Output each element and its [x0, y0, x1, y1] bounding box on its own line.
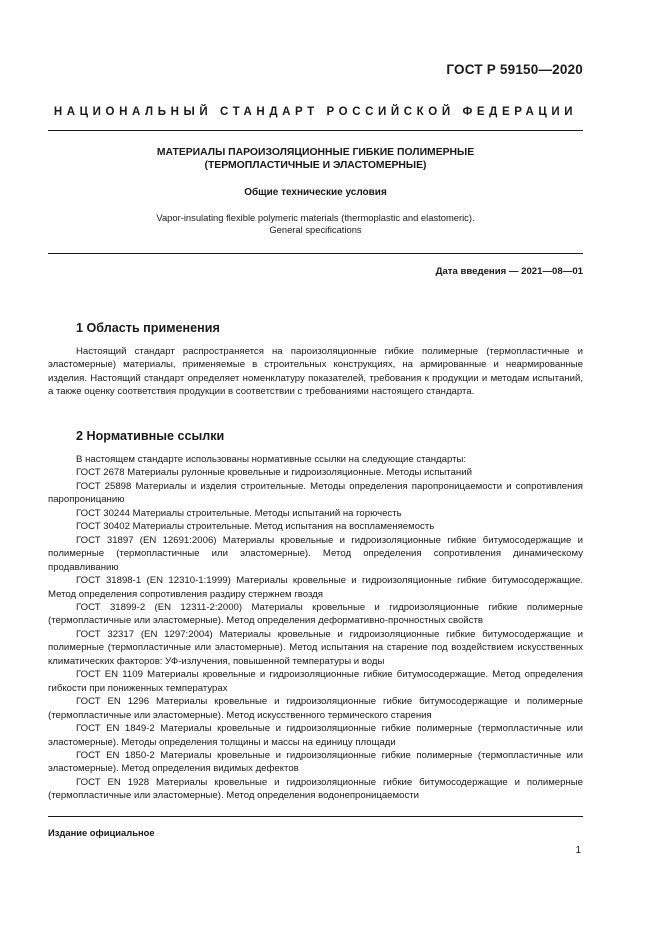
title-english-line-1: Vapor-insulating flexible polymeric materials (thermoplastic and elastomeric). [156, 212, 475, 223]
reference-item: ГОСТ 30402 Материалы строительные. Метод испытания на воспламеняемость [76, 521, 435, 533]
reference-item: ГОСТ 25898 Материалы и изделия строительные. Методы определения паропроницаемости и сопротивления паропроницанию [48, 480, 583, 506]
title-divider [48, 253, 583, 254]
title-english-line-2: General specifications [269, 224, 362, 235]
top-divider [48, 130, 583, 131]
section-1-paragraph: Настоящий стандарт распространяется на пароизоляционные гибкие полимерные (термопластичные и эластомерные) материалы, применяемые в строительных конструкциях, на армированные и неармированные изделия. Настоящий стандарт определяет номенклатуру показателей, требования к продукции и методам испытаний, а также оценку соответствия продукции в соответствии с требованиями настоящего стандарта. [48, 346, 583, 398]
reference-item: ГОСТ EN 1928 Материалы кровельные и гидроизоляционные гибкие битумосодержащие и полимерные (термопластичные или эластомерные). Метод определения водонепроницаемости [48, 776, 583, 802]
reference-item: ГОСТ 31899-2 (EN 12311-2:2000) Материалы кровельные и гидроизоляционные гибкие полимерные (термопластичные или эластомерные). Метод определения деформативно-прочностных свойств [48, 601, 583, 627]
document-number: ГОСТ Р 59150—2020 [446, 62, 583, 77]
title-russian-line-2: (ТЕРМОПЛАСТИЧНЫЕ И ЭЛАСТОМЕРНЫЕ) [204, 159, 427, 171]
reference-item: ГОСТ EN 1849-2 Материалы кровельные и гидроизоляционные гибкие полимерные (термопластичные или эластомерные). Методы определения толщины и массы на единицу площади [48, 723, 583, 748]
section-2-intro: В настоящем стандарте использованы нормативные ссылки на следующие стандарты: [76, 454, 467, 465]
section-2-heading: 2 Нормативные ссылки [76, 429, 225, 443]
section-2-body [48, 453, 583, 803]
national-standard-banner: НАЦИОНАЛЬНЫЙ СТАНДАРТ РОССИЙСКОЙ ФЕДЕРАЦИИ [53, 106, 578, 118]
reference-item: ГОСТ 31897 (EN 12691:2006) Материалы кровельные и гидроизоляционные гибкие битумосодержащие и полимерные (термопластичные или эластомерные). Метод определения сопротивления динамическому продавливанию [48, 534, 583, 573]
introduction-date: Дата введения — 2021—08—01 [435, 266, 583, 277]
subtitle-russian: Общие технические условия [244, 187, 387, 198]
title-english [48, 212, 583, 236]
reference-item: ГОСТ EN 1850-2 Материалы кровельные и гидроизоляционные гибкие полимерные (термопластичные или эластомерные). Метод определения видимых дефектов [48, 749, 583, 775]
title-russian-line-1: МАТЕРИАЛЫ ПАРОИЗОЛЯЦИОННЫЕ ГИБКИЕ ПОЛИМЕРНЫЕ [156, 147, 475, 158]
page-number: 1 [575, 845, 581, 856]
reference-item: ГОСТ EN 1296 Материалы кровельные и гидроизоляционные гибкие битумосодержащие и полимерные (термопластичные или эластомерные). Метод искусственного термического старения [48, 696, 583, 721]
section-1-heading: 1 Область применения [76, 321, 220, 335]
section-1-body [48, 345, 583, 399]
reference-item: ГОСТ 32317 (EN 1297:2004) Материалы кровельные и гидроизоляционные гибкие битумосодержащие и полимерные (термопластичные или эластомерные). Метод испытания на старение под воздействием искусственных климатических факторов: УФ-излучения, повышенной температуры и воды [48, 628, 583, 667]
reference-item: ГОСТ 31898-1 (EN 12310-1:1999) Материалы кровельные и гидроизоляционные гибкие битумосодержащие. Метод определения сопротивления раздиру стержнем гвоздя [48, 575, 583, 600]
title-russian [48, 147, 583, 172]
official-edition-label: Издание официальное [48, 827, 155, 838]
reference-item: ГОСТ 30244 Материалы строительные. Методы испытаний на горючесть [76, 507, 402, 519]
reference-item: ГОСТ 2678 Материалы рулонные кровельные и гидроизоляционные. Методы испытаний [76, 467, 472, 479]
footer-divider [48, 816, 583, 817]
reference-item: ГОСТ EN 1109 Материалы кровельные и гидроизоляционные гибкие битумосодержащие. Метод определения гибкости при пониженных температурах [48, 669, 583, 694]
